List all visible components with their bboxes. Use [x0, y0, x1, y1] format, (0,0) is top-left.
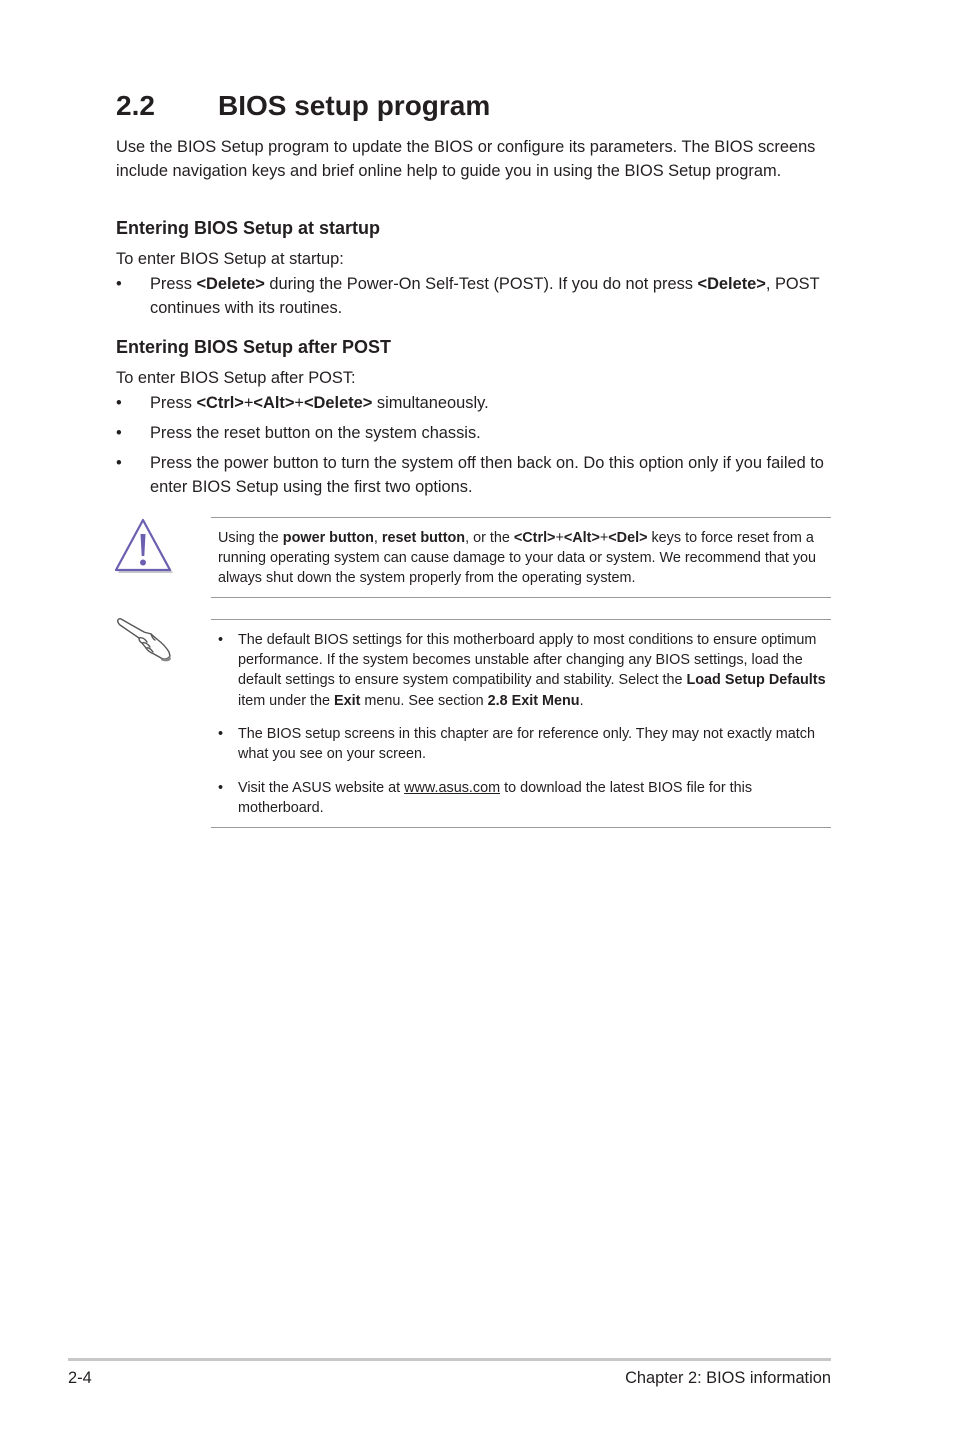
pointing-hand-icon	[114, 616, 174, 662]
bullet-marker: •	[116, 424, 122, 442]
warning-bottom-rule	[211, 597, 831, 598]
bullet-marker: •	[116, 394, 122, 412]
after-post-heading: Entering BIOS Setup after POST	[116, 337, 392, 357]
startup-bullet: • Press <Delete> during the Power-On Self-Test (POST). If you do not press <Delete>, POST continues with its routines.	[116, 275, 820, 317]
note-top-rule	[211, 619, 831, 620]
bullet-marker: •	[218, 780, 224, 796]
delete-key: <Delete>	[196, 275, 265, 293]
after-post-lead: To enter BIOS Setup after POST:	[116, 369, 356, 387]
asus-website-link[interactable]: www.asus.com	[404, 780, 501, 796]
after-post-bullet-2: • Press the reset button on the system chassis.	[116, 422, 830, 446]
section-title: BIOS setup program	[218, 90, 491, 121]
page-number: 2-4	[68, 1369, 92, 1387]
exit-menu-section-ref: 2.8 Exit Menu	[487, 692, 580, 709]
warning-text: Using the power button, reset button, or the <Ctrl>+<Alt>+<Del> keys to force reset from a running operating system can cause damage to your data or system. We recommend that you always shut down the system properly from the operating system.	[218, 530, 817, 587]
del-key: <Del>	[608, 530, 648, 546]
load-setup-defaults-term: Load Setup Defaults	[686, 672, 826, 689]
alt-key: <Alt>	[253, 394, 295, 412]
footer-rule	[68, 1358, 831, 1361]
exit-term: Exit	[334, 692, 361, 709]
ctrl-key: <Ctrl>	[513, 530, 556, 546]
note-bullet-1: • The default BIOS settings for this motherboard apply to most conditions to ensure optimum performance. If the system becomes unstable after changing any BIOS settings, load the default settings to ensure system compatibility and stability. Select the Load Setup Defaults item under the Exit menu. See section 2.8 Exit Menu.	[218, 632, 826, 709]
bullet-marker: •	[218, 726, 224, 742]
ctrl-key: <Ctrl>	[196, 394, 244, 412]
section-number: 2.2	[116, 90, 155, 121]
bullet-marker: •	[116, 454, 122, 472]
reset-button-term: reset button	[381, 530, 466, 546]
page-title	[116, 88, 490, 124]
intro-paragraph: Use the BIOS Setup program to update the BIOS or configure its parameters. The BIOS screens include navigation keys and brief online help to guide you in using the BIOS Setup program.	[116, 138, 816, 180]
note-bullet-3: • Visit the ASUS website at www.asus.com to download the latest BIOS file for this motherboard.	[218, 780, 753, 817]
delete-key: <Delete>	[303, 394, 373, 412]
chapter-label: Chapter 2: BIOS information	[625, 1369, 831, 1387]
bullet-marker: •	[116, 275, 122, 293]
note-bottom-rule	[211, 827, 831, 828]
after-post-bullet-1: • Press <Ctrl>+<Alt>+<Delete> simultaneously.	[116, 392, 830, 416]
power-button-term: power button	[282, 530, 374, 546]
after-post-bullet-3: • Press the power button to turn the system off then back on. Do this option only if you failed to enter BIOS Setup using the first two options.	[116, 454, 824, 496]
alt-key: <Alt>	[563, 530, 600, 546]
warning-triangle-icon	[114, 518, 176, 576]
warning-top-rule	[211, 517, 831, 518]
startup-lead: To enter BIOS Setup at startup:	[116, 250, 344, 268]
bullet-marker: •	[218, 632, 224, 648]
startup-heading: Entering BIOS Setup at startup	[116, 218, 381, 238]
delete-key: <Delete>	[697, 275, 766, 293]
note-bullet-2: • The BIOS setup screens in this chapter are for reference only. They may not exactly match what you see on your screen.	[218, 726, 815, 763]
